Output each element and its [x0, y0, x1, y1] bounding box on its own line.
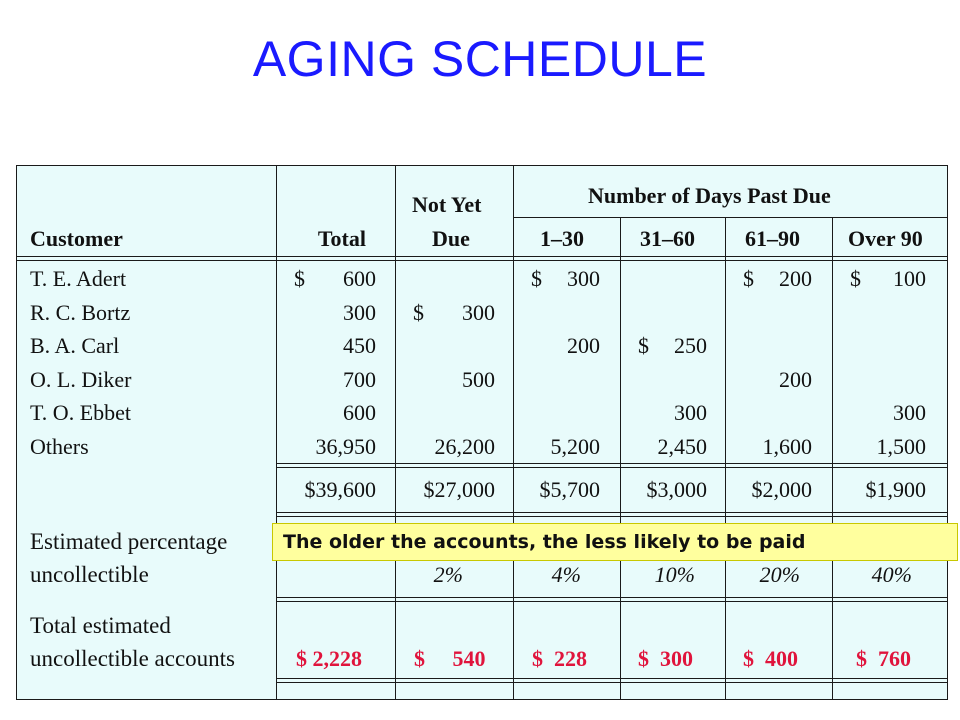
header-not-yet-due: Due	[432, 226, 470, 251]
divider	[276, 512, 948, 513]
table-cell-d31-60: 300	[674, 400, 707, 425]
table-cell-total: 700	[343, 366, 376, 392]
divider	[276, 678, 948, 679]
table-cell-total: 36,950	[315, 433, 376, 459]
table-cell-over90: 1,500	[876, 433, 926, 459]
table-cell-not-yet: 500	[462, 366, 495, 392]
table-cell-d61-90: 1,600	[762, 433, 812, 459]
table-cell-customer: T. O. Ebbet	[30, 400, 132, 425]
divider	[16, 256, 948, 257]
header-over-90: Over 90	[848, 226, 923, 251]
table-cell-customer: R. C. Bortz	[30, 299, 131, 325]
divider	[513, 165, 514, 700]
est-label: uncollectible accounts	[30, 646, 236, 671]
table-cell-customer: B. A. Carl	[30, 333, 120, 358]
table-cell-over90: $ 100	[850, 266, 926, 291]
divider	[276, 516, 948, 517]
table-cell-over90: 300	[893, 400, 926, 425]
table-cell-d1-30: 200	[567, 333, 600, 358]
header-days-past-due: Number of Days Past Due	[588, 183, 831, 208]
divider	[276, 682, 948, 683]
pct-31-60: 10%	[654, 562, 695, 587]
divider	[276, 601, 948, 602]
pct-not-yet-due: 2%	[433, 562, 463, 587]
table-cell-customer: O. L. Diker	[30, 366, 132, 392]
est-label: Total estimated	[30, 613, 171, 638]
callout-note: The older the accounts, the less likely to be paid	[272, 523, 958, 561]
d1-30-sum: $5,700	[539, 477, 600, 502]
table-cell-not-yet: $ 300	[413, 299, 495, 325]
est-over-90: $ 760	[856, 646, 911, 671]
total-sum: $39,600	[304, 477, 376, 502]
est-1-30: $ 228	[532, 646, 587, 671]
table-cell-total: 300	[343, 299, 376, 325]
header-31-60: 31–60	[640, 226, 695, 251]
pct-label: uncollectible	[30, 562, 149, 587]
over-90-sum: $1,900	[865, 477, 926, 502]
d31-60-sum: $3,000	[646, 477, 707, 502]
header-total: Total	[317, 226, 366, 251]
not-yet-due-sum: $27,000	[423, 477, 495, 502]
pct-over-90: 40%	[871, 562, 912, 587]
d61-90-sum: $2,000	[751, 477, 812, 502]
table-cell-total: 600	[343, 400, 376, 425]
est-61-90: $ 400	[743, 646, 798, 671]
pct-61-90: 20%	[759, 562, 800, 587]
table-cell-total: 450	[343, 333, 376, 358]
table-cell-d61-90: 200	[779, 366, 812, 392]
header-61-90: 61–90	[745, 226, 800, 251]
header-not-yet-due: Not Yet	[412, 192, 482, 217]
est-31-60: $ 300	[638, 646, 693, 671]
header-1-30: 1–30	[540, 226, 584, 251]
est-total: $ 2,228	[296, 646, 362, 671]
table-cell-customer: Others	[30, 433, 89, 459]
divider	[276, 597, 948, 598]
pct-1-30: 4%	[551, 562, 581, 587]
est-not-yet-due: $ 540	[414, 646, 486, 671]
table-cell-d1-30: 5,200	[550, 433, 600, 459]
divider	[16, 260, 948, 261]
table-cell-d1-30: $ 300	[531, 266, 600, 291]
pct-label: Estimated percentage	[30, 529, 228, 554]
page-title: AGING SCHEDULE	[252, 31, 708, 87]
table-cell-total: $ 600	[294, 266, 376, 291]
divider	[395, 165, 396, 700]
table-cell-d61-90: $ 200	[743, 266, 812, 291]
divider	[513, 217, 948, 218]
table-cell-customer: T. E. Adert	[30, 266, 127, 291]
table-cell-d31-60: $ 250	[638, 333, 707, 358]
table-cell-not-yet: 26,200	[434, 433, 495, 459]
table-cell-d31-60: 2,450	[657, 433, 707, 459]
divider	[276, 463, 948, 464]
divider	[276, 467, 948, 468]
header-customer: Customer	[30, 226, 123, 251]
